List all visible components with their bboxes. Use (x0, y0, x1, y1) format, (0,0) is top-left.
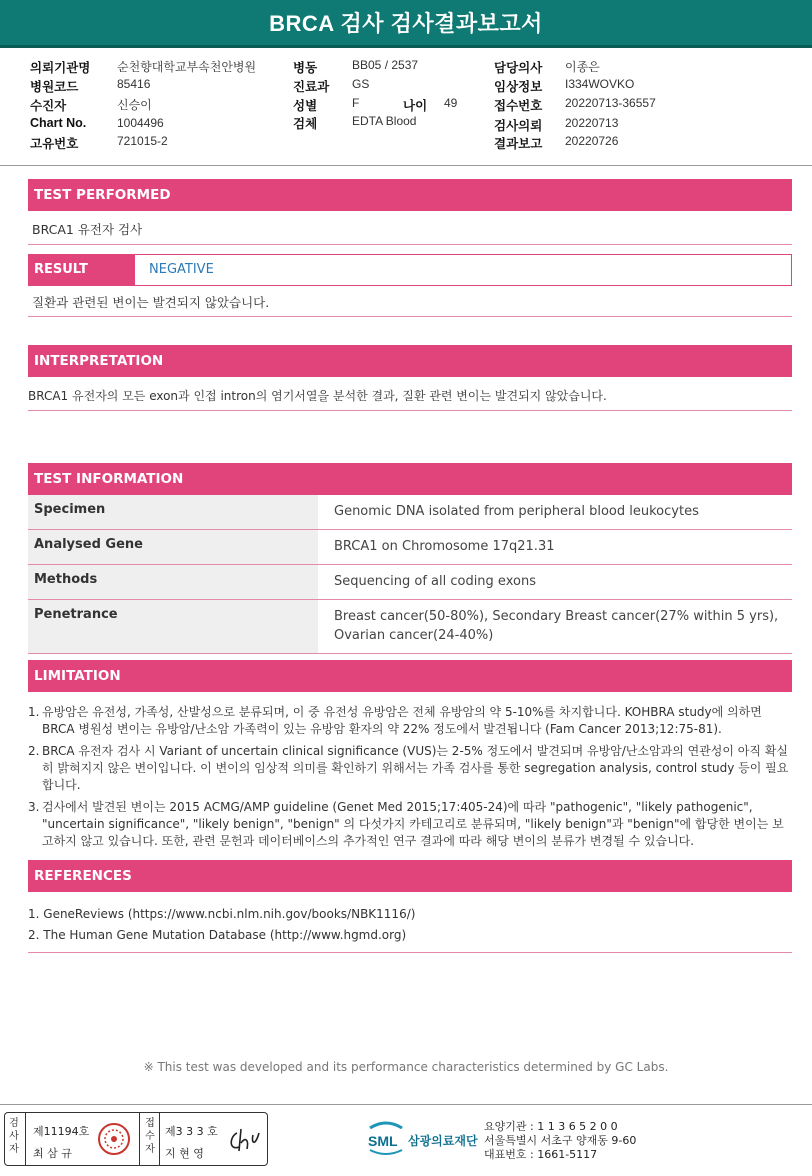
list-number: 2. (28, 744, 40, 758)
section-heading-test-information: TEST INFORMATION (28, 463, 792, 495)
divider (139, 1113, 140, 1165)
logo-text: SML (368, 1133, 398, 1149)
table-key: Methods (28, 565, 318, 600)
table-row (28, 530, 792, 565)
list-item (28, 704, 792, 738)
result-value: NEGATIVE (149, 262, 214, 277)
section-heading-references: REFERENCES (28, 860, 792, 892)
info-label: 의뢰기관명 (30, 61, 91, 75)
info-label: 검사의뢰 (494, 119, 543, 133)
receiver-number: 제3 3 3 호 (165, 1125, 218, 1138)
info-value: 20220713 (565, 116, 619, 130)
table-key: Specimen (28, 495, 318, 530)
info-label: 임상정보 (494, 80, 543, 94)
table-value: Sequencing of all coding exons (318, 565, 792, 600)
examiner-label: 검사자 (9, 1118, 19, 1155)
table-row (28, 495, 792, 530)
list-text: BRCA 유전자 검사 시 Variant of uncertain clinical significance (VUS)는 2-5% 정도에서 발견되며 유방암/난소암과의 연관성이 아직 확실히 밝혀지지 않은 변이입니다. 이 변이의 임상적 의미를 확인하기 위해서는 가족 검사를 통한 segregation analysis, control study 등이 필요합니다. (42, 744, 789, 792)
info-value: BB05 / 2537 (352, 58, 419, 72)
divider (28, 316, 792, 317)
table-row (28, 600, 792, 654)
test-performed-text: BRCA1 유전자 검사 (32, 222, 143, 237)
list-text: 유방암은 유전성, 가족성, 산발성으로 분류되며, 이 중 유전성 유방암은 전체 유방암의 약 5-10%를 차지합니다. KOHBRA study에 의하면 BRCA 병원성 변이는 유방암/난소암 가족력이 있는 유방암 환자의 약 22% 정도에서 발견됩니다 (Fam Cancer 2013;12:75-81). (42, 705, 762, 736)
divider (28, 244, 792, 245)
info-value: EDTA Blood (352, 114, 417, 128)
receiver-name: 지 현 영 (165, 1147, 204, 1160)
info-label: 검체 (293, 117, 318, 131)
table-row (28, 565, 792, 600)
info-value: 721015-2 (117, 134, 168, 148)
info-value: 20220726 (565, 134, 619, 148)
info-label: 병원코드 (30, 80, 79, 94)
info-label: 담당의사 (494, 61, 543, 75)
examiner-name: 최 삼 규 (33, 1147, 72, 1160)
references-list (28, 904, 792, 946)
org-address: 서울특별시 서초구 양재동 9-60 (484, 1134, 637, 1147)
patient-info (0, 50, 812, 166)
table-value: Breast cancer(50-80%), Secondary Breast cancer(27% within 5 yrs), Ovarian cancer(24-40%) (318, 600, 792, 654)
info-value: I334WOVKO (565, 77, 635, 91)
signature-box (4, 1112, 268, 1166)
section-heading-limitation: LIMITATION (28, 660, 792, 692)
info-label: 접수번호 (494, 99, 543, 113)
info-label: 진료과 (293, 80, 330, 94)
info-label: Chart No. (30, 116, 87, 130)
info-value: 순천향대학교부속천안병원 (117, 60, 257, 74)
list-number: 3. (28, 800, 40, 814)
divider (159, 1113, 160, 1165)
org-name: 삼광의료재단 (408, 1134, 478, 1148)
divider (25, 1113, 26, 1165)
reference-item: 1. GeneReviews (https://www.ncbi.nlm.nih.gov/books/NBK1116/) (28, 907, 416, 921)
interpretation-text: BRCA1 유전자의 모든 exon과 인접 intron의 염기서열을 분석한 결과, 질환 관련 변이는 발견되지 않았습니다. (28, 389, 607, 403)
table-key: Penetrance (28, 600, 318, 654)
divider (28, 952, 792, 953)
limitation-list (28, 704, 792, 855)
info-label: 나이 (403, 99, 428, 113)
list-number: 1. (28, 705, 40, 719)
footer-divider (0, 1104, 812, 1105)
result-note: 질환과 관련된 변이는 발견되지 않았습니다. (32, 295, 270, 310)
info-value: 20220713-36557 (565, 96, 656, 110)
reference-item: 2. The Human Gene Mutation Database (http://www.hgmd.org) (28, 928, 407, 942)
info-label: 수진자 (30, 99, 67, 113)
info-value: F (352, 96, 360, 110)
info-label: 고유번호 (30, 137, 79, 151)
info-value: 49 (444, 96, 458, 110)
seal-stamp-icon (97, 1122, 131, 1156)
divider (28, 410, 792, 411)
info-value: 85416 (117, 77, 151, 91)
list-text: 검사에서 발견된 변이는 2015 ACMG/AMP guideline (Genet Med 2015;17:405-24)에 따라 "pathogenic", "likely pathogenic", "uncertain significance", "likely benign", "benign" 의 다섯가지 카테고리로 분류되며, "likely benign"과 "benign"에 합당한 변이는 보고하지 않고 있습니다. 또한, 관련 문헌과 데이터베이스의 추가적인 연구 결과에 따라 해당 변이의 분류가 변경될 수 있습니다. (42, 800, 784, 848)
result-row (28, 254, 792, 286)
org-code: 요양기관 : 1 1 3 6 5 2 0 0 (484, 1120, 618, 1133)
info-label: 성별 (293, 99, 318, 113)
section-heading-interpretation: INTERPRETATION (28, 345, 792, 377)
sml-logo-icon (366, 1120, 406, 1156)
info-value: GS (352, 77, 370, 91)
org-phone: 대표번호 : 1661-5117 (484, 1148, 598, 1161)
examiner-number: 제11194호 (33, 1125, 90, 1138)
test-information-table (28, 495, 792, 654)
section-heading-test-performed: TEST PERFORMED (28, 179, 792, 211)
table-key: Analysed Gene (28, 530, 318, 565)
list-item (28, 799, 792, 850)
info-label: 병동 (293, 61, 318, 75)
table-value: Genomic DNA isolated from peripheral blood leukocytes (318, 495, 792, 530)
list-item (28, 743, 792, 794)
info-label: 결과보고 (494, 137, 543, 151)
result-label: RESULT (29, 255, 135, 285)
receiver-label: 접수자 (145, 1118, 155, 1155)
info-value: 이종은 (565, 60, 600, 74)
info-value: 신승이 (117, 98, 152, 112)
org-info (484, 1120, 636, 1162)
report-title: BRCA 검사 검사결과보고서 (0, 0, 812, 48)
signature-icon (227, 1125, 261, 1155)
info-value: 1004496 (117, 116, 164, 130)
table-value: BRCA1 on Chromosome 17q21.31 (318, 530, 792, 565)
footnote: ※ This test was developed and its performance characteristics determined by GC Labs. (143, 1060, 669, 1074)
